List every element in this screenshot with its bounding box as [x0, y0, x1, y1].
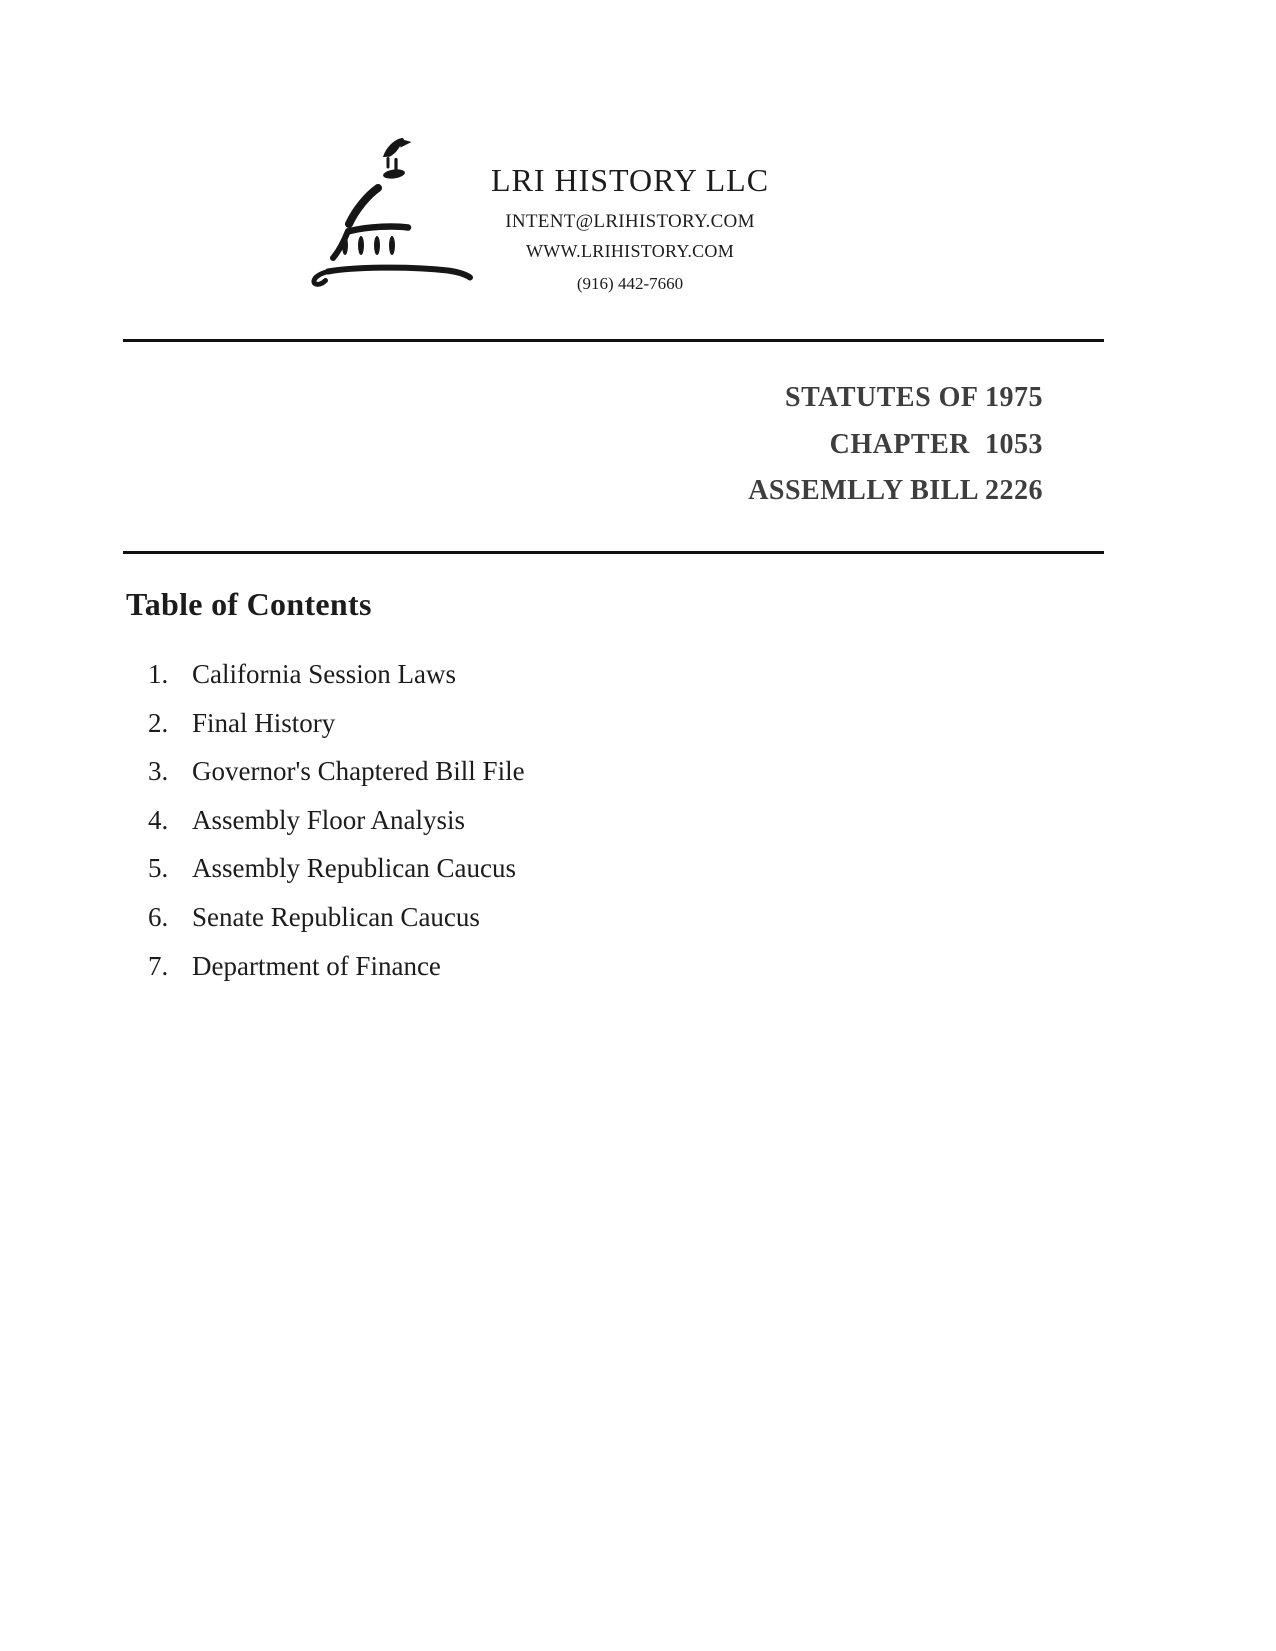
toc-item-number: 1.: [148, 659, 169, 689]
toc-item: [148, 747, 525, 796]
toc-item-number: 5.: [148, 853, 169, 884]
bill-title-block: [748, 375, 1043, 515]
toc-item: [148, 942, 525, 991]
toc-item-number: 2.: [148, 707, 169, 738]
toc-item-number: 7.: [148, 950, 169, 981]
toc-list: [148, 650, 525, 990]
company-logo: [298, 131, 473, 291]
statutes-line-3: ASSEMLLY BILL 2226: [748, 475, 1043, 506]
horizontal-rule-bottom: [123, 551, 1104, 554]
company-email: INTENT@LRIHISTORY.COM: [505, 211, 755, 232]
statutes-line-2: CHAPTER 1053: [829, 428, 1043, 460]
toc-item: [148, 893, 525, 942]
toc-item-label: Governor's Chaptered Bill File: [192, 756, 525, 787]
toc-item: [148, 650, 525, 699]
capitol-dome-icon: [298, 131, 473, 291]
toc-item-label: Assembly Republican Caucus: [192, 853, 516, 884]
letterhead: [450, 161, 810, 294]
toc-item-number: 6.: [148, 901, 169, 932]
toc-item-label: California Session Laws: [192, 659, 456, 689]
toc-heading: Table of Contents: [126, 586, 372, 622]
toc-item: [148, 796, 525, 845]
toc-item-label: Senate Republican Caucus: [192, 901, 480, 932]
toc-item: [148, 844, 525, 893]
toc-item-number: 4.: [148, 804, 169, 835]
toc-item-label: Final History: [192, 707, 336, 738]
toc-item: [148, 699, 525, 748]
company-website: WWW.LRIHISTORY.COM: [525, 241, 735, 261]
company-name: LRI HISTORY LLC: [490, 162, 770, 198]
horizontal-rule-top: [123, 339, 1104, 342]
toc-item-number: 3.: [148, 756, 169, 787]
toc-item-label: Assembly Floor Analysis: [192, 804, 466, 835]
company-phone: (916) 442-7660: [576, 274, 684, 293]
statutes-line-1: STATUTES OF 1975: [785, 382, 1043, 413]
toc-item-label: Department of Finance: [192, 950, 441, 981]
